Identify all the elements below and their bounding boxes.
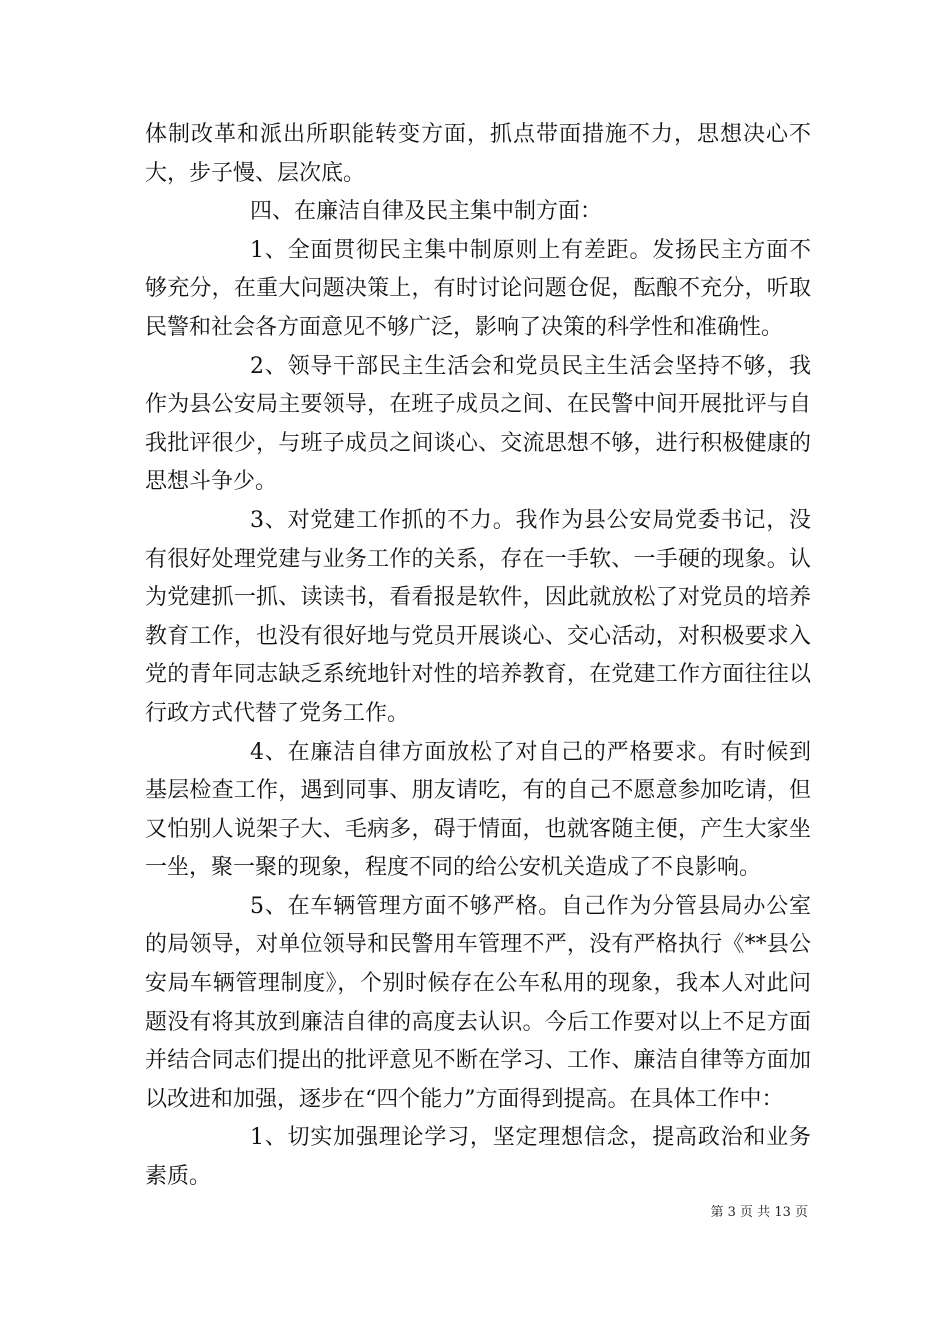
paragraph-item-2: 2、领导干部民主生活会和党员民主生活会坚持不够，我作为县公安局主要领导，在班子成员之间、在民警中间开展批评与自我批评很少，与班子成员之间谈心、交流思想不够，进行积极健康的思想斗争少。 <box>145 353 811 495</box>
paragraph-work-item-1: 1、切实加强理论学习，坚定理想信念，提高政治和业务素质。 <box>145 1125 811 1190</box>
paragraph-item-1: 1、全面贯彻民主集中制原则上有差距。发扬民主方面不够充分，在重大问题决策上，有时讨论问题仓促，酝酿不充分，听取民警和社会各方面意见不够广泛，影响了决策的科学性和准确性。 <box>145 237 811 340</box>
section-heading-four: 四、在廉洁自律及民主集中制方面： <box>250 199 603 225</box>
paragraph-item-3: 3、对党建工作抓的不力。我作为县公安局党委书记，没有很好处理党建与业务工作的关系，存在一手软、一手硬的现象。认为党建抓一抓、读读书，看看报是软件，因此就放松了对党员的培养教育工作，也没有很好地与党员开展谈心、交心活动，对积极要求入党的青年同志缺乏系统地针对性的培养教育，在党建工作方面往往以行政方式代替了党务工作。 <box>145 507 811 726</box>
paragraph-item-5: 5、在车辆管理方面不够严格。自己作为分管县局办公室的局领导，对单位领导和民警用车管理不严，没有严格执行《**县公安局车辆管理制度》，个别时候存在公车私用的现象，我本人对此问题没有将其放到廉洁自律的高度去认识。今后工作要对以上不足方面并结合同志们提出的批评意见不断在学习、工作、廉洁自律等方面加以改进和加强，逐步在“四个能力”方面得到提高。在具体工作中： <box>145 893 811 1112</box>
page-number: 第 3 页 共 13 页 <box>710 1205 808 1220</box>
paragraph-item-4: 4、在廉洁自律方面放松了对自己的严格要求。有时候到基层检查工作，遇到同事、朋友请吃，有的自己不愿意参加吃请，但又怕别人说架子大、毛病多，碍于情面，也就客随主便，产生大家坐一坐，聚一聚的现象，程度不同的给公安机关造成了不良影响。 <box>145 739 811 881</box>
document-body <box>145 116 811 1197</box>
paragraph-continuation: 体制改革和派出所职能转变方面，抓点带面措施不力，思想决心不大，步子慢、层次底。 <box>145 122 811 186</box>
